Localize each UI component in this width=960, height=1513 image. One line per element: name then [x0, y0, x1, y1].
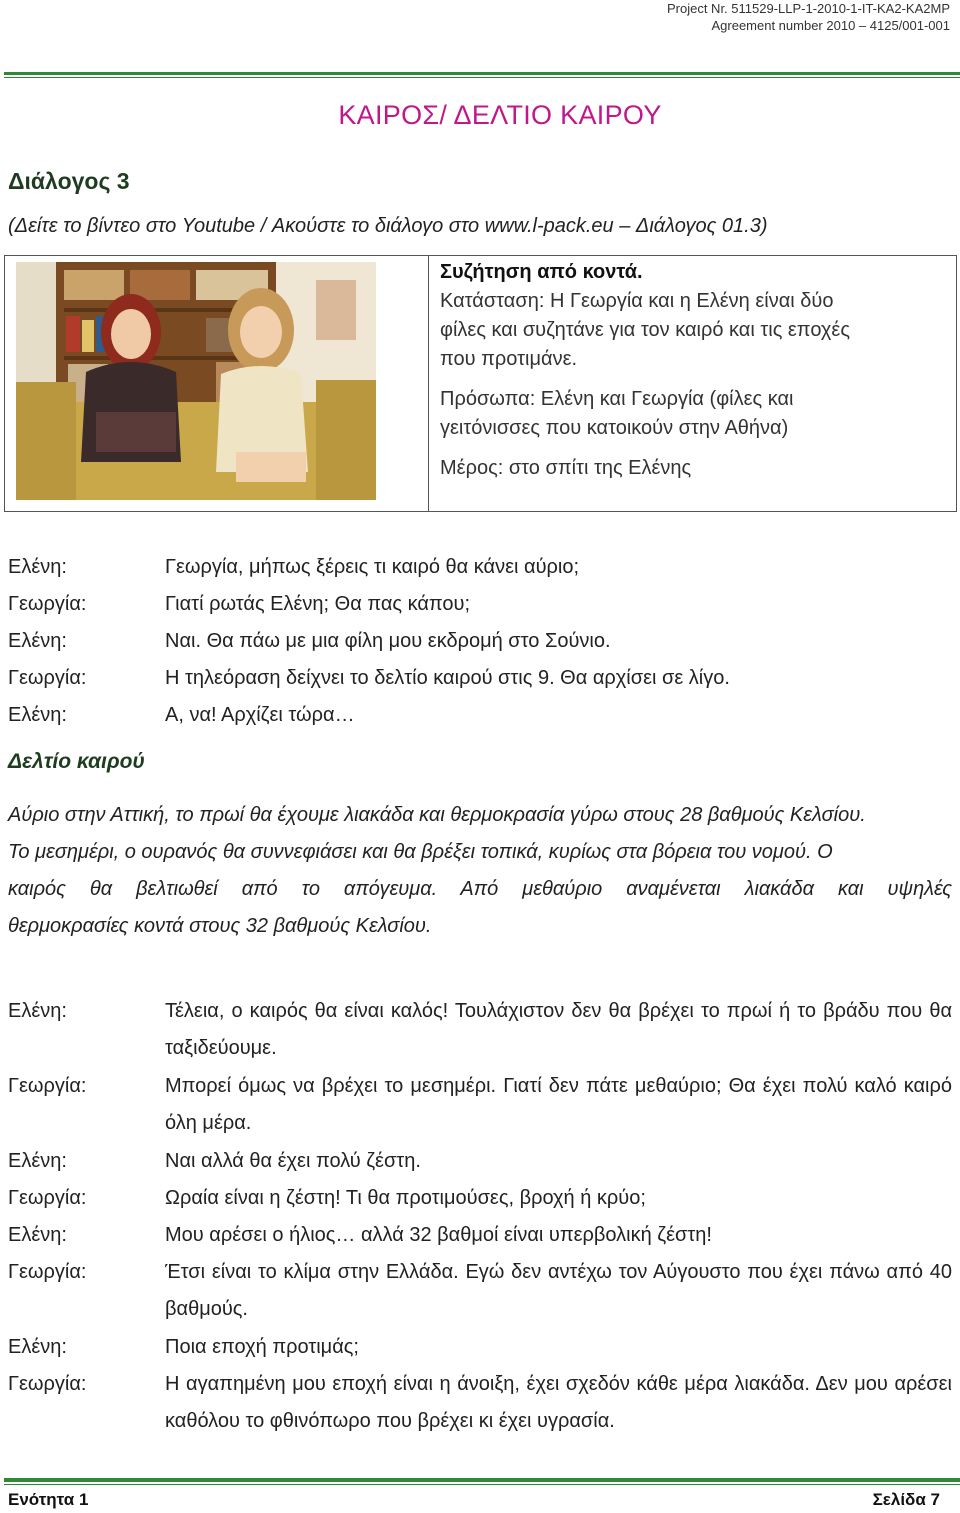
- photo-two-friends: [16, 262, 376, 500]
- speaker-label: Ελένη:: [8, 1224, 67, 1246]
- page-header: [667, 0, 950, 34]
- page-title: ΚΑΙΡΟΣ/ ΔΕΛΤΙΟ ΚΑΙΡΟΥ: [338, 100, 662, 130]
- dialog-line: Γιατί ρωτάς Ελένη; Θα πας κάπου;: [165, 593, 471, 615]
- footer-rule-thin: [4, 1484, 960, 1485]
- speaker-label: Ελένη:: [8, 1336, 67, 1358]
- forecast-line: θερμοκρασίες κοντά στους 32 βαθμούς Κελσίου.: [8, 915, 432, 937]
- info-heading: Συζήτηση από κοντά.: [440, 261, 643, 283]
- speaker-label: Γεωργία:: [8, 1261, 87, 1283]
- agreement-number: Agreement number 2010 – 4125/001-001: [711, 18, 950, 33]
- dialog-line: Έτσι είναι το κλίμα στην Ελλάδα. Εγώ δεν αντέχω τον Αύγουστο που έχει πάνω από 40 βαθμούς.: [165, 1261, 952, 1320]
- info-persons-line: Πρόσωπα: Ελένη και Γεωργία (φίλες και: [440, 388, 794, 410]
- speaker-label: Γεωργία:: [8, 667, 87, 689]
- dialog-line: Η τηλεόραση δείχνει το δελτίο καιρού στις 9. Θα αρχίσει σε λίγο.: [165, 667, 730, 689]
- dialog-line: Μπορεί όμως να βρέχει το μεσημέρι. Γιατί δεν πάτε μεθαύριο; Θα έχει πολύ καλό καιρό όλη μέρα.: [165, 1075, 952, 1134]
- forecast-text: [8, 797, 952, 945]
- info-text: [440, 258, 940, 483]
- info-box-divider: [428, 255, 429, 512]
- header-rule-thin: [4, 77, 960, 78]
- dialog-line: Τέλεια, ο καιρός θα είναι καλός! Τουλάχιστον δεν θα βρέχει το πρωί ή το βράδυ που θα ταξιδεύουμε.: [165, 1000, 952, 1059]
- speaker-label: Ελένη:: [8, 630, 67, 652]
- dialog-line: Γεωργία, μήπως ξέρεις τι καιρό θα κάνει αύριο;: [165, 556, 580, 578]
- dialog-line: Α, να! Αρχίζει τώρα…: [165, 704, 355, 726]
- info-persons-line: γειτόνισσες που κατοικούν στην Αθήνα): [440, 417, 789, 439]
- dialog-line: Ωραία είναι η ζέστη! Τι θα προτιμούσες, βροχή ή κρύο;: [165, 1187, 646, 1209]
- speaker-label: Γεωργία:: [8, 593, 87, 615]
- header-rule: [4, 72, 960, 75]
- dialog-line: Ποια εποχή προτιμάς;: [165, 1336, 359, 1358]
- dialog-line: Μου αρέσει ο ήλιος… αλλά 32 βαθμοί είναι υπερβολική ζέστη!: [165, 1224, 712, 1246]
- project-number: Project Nr. 511529-LLP-1-2010-1-IT-KA2-KA2MP: [666, 1, 950, 16]
- dialog-line: Ναι. Θα πάω με μια φίλη μου εκδρομή στο Σούνιο.: [165, 630, 611, 652]
- speaker-label: Ελένη:: [8, 1150, 67, 1172]
- forecast-heading: Δελτίο καιρού: [8, 750, 145, 773]
- dialog-number: Διάλογος 3: [8, 168, 130, 194]
- info-situation-line: που προτιμάνε.: [440, 348, 578, 370]
- speaker-label: Γεωργία:: [8, 1075, 87, 1097]
- info-situation-line: φίλες και συζητάνε για τον καιρό και τις εποχές: [440, 319, 850, 341]
- footer-unit: Ενότητα 1: [8, 1490, 89, 1509]
- forecast-line: Το μεσημέρι, ο ουρανός θα συννεφιάσει και θα βρέξει τοπικά, κυρίως στα βόρεια του νομού. Ο: [8, 841, 833, 863]
- speaker-label: Γεωργία:: [8, 1187, 87, 1209]
- dialog-line: Η αγαπημένη μου εποχή είναι η άνοιξη, έχει σχεδόν κάθε μέρα λιακάδα. Δεν μου αρέσει καθόλου το φθινόπωρο που βρέχει κι έχει υγρασία.: [165, 1373, 952, 1432]
- speaker-label: Ελένη:: [8, 556, 67, 578]
- dialog-line: Ναι αλλά θα έχει πολύ ζέστη.: [165, 1150, 421, 1172]
- video-note: (Δείτε το βίντεο στο Youtube / Ακούστε το διάλογο στο www.l-pack.eu – Διάλογος 01.3): [8, 215, 768, 237]
- forecast-line: καιρός θα βελτιωθεί από το απόγευμα. Από μεθαύριο αναμένεται λιακάδα και υψηλές: [8, 878, 952, 900]
- speaker-label: Γεωργία:: [8, 1373, 87, 1395]
- info-situation-line: Κατάσταση: Η Γεωργία και η Ελένη είναι δύο: [440, 290, 834, 312]
- forecast-line: Αύριο στην Αττική, το πρωί θα έχουμε λιακάδα και θερμοκρασία γύρω στους 28 βαθμούς Κελσίου.: [8, 804, 866, 826]
- info-place: Μέρος: στο σπίτι της Ελένης: [440, 457, 692, 479]
- footer-page-number: Σελίδα 7: [872, 1490, 940, 1509]
- footer-rule: [4, 1478, 960, 1482]
- speaker-label: Ελένη:: [8, 1000, 67, 1022]
- speaker-label: Ελένη:: [8, 704, 67, 726]
